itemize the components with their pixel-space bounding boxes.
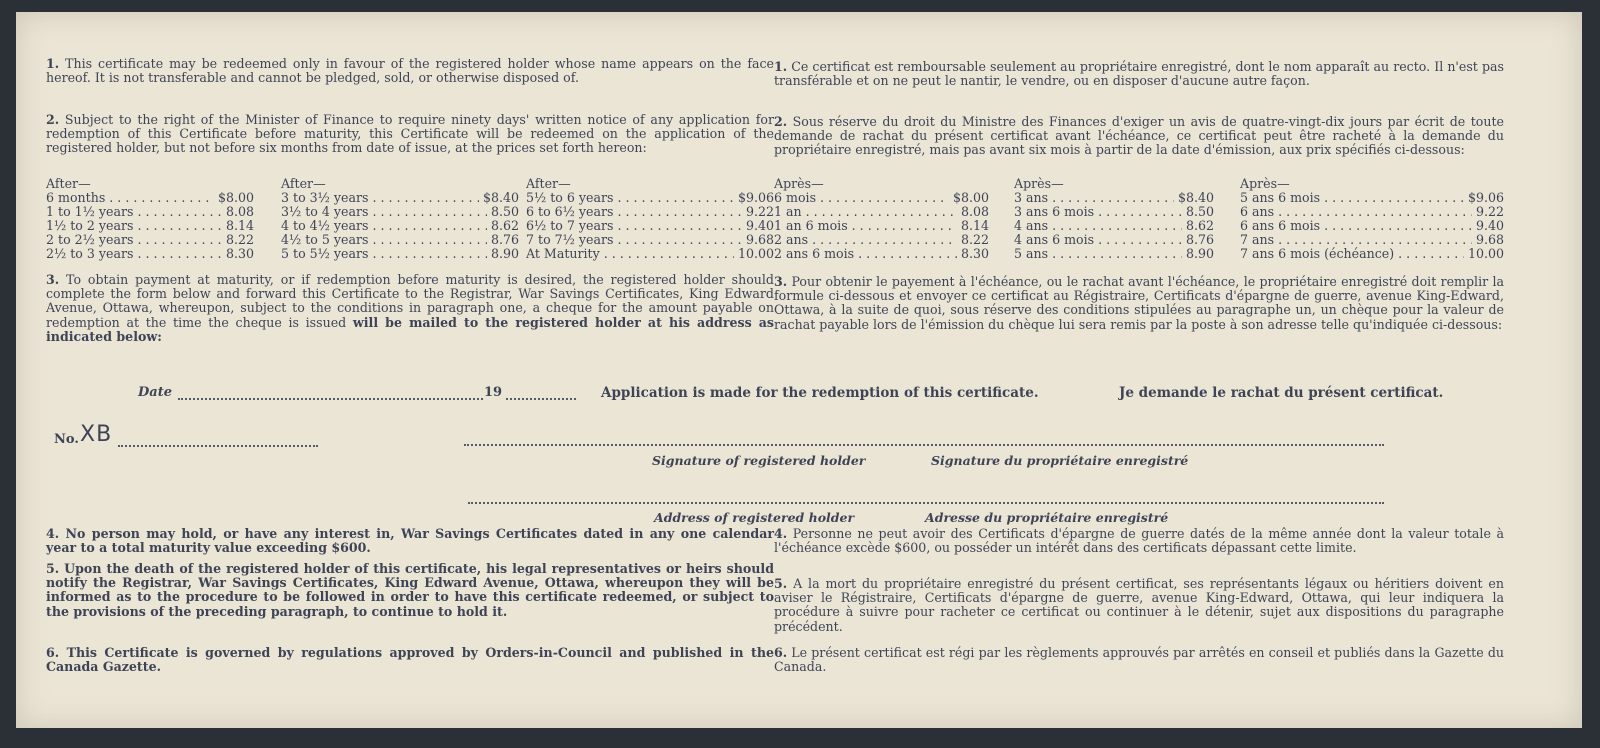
fr-paragraph-4: 4. Personne ne peut avoir des Certificats d'épargne de guerre datés de la même année dont la valeur totale à l'échéance excède $600, ou posséder un intérêt dans des certificats dépassant cette limite. — [774, 526, 1504, 556]
price-label: 5 ans 6 mois . . . — [1240, 191, 1464, 205]
fr-paragraph-4-text: Personne ne peut avoir des Certificats d'épargne de guerre datés de la même année dont la valeur totale à l'échéance excède $600, ou posséder un intérêt dans des certificats dépassant cette limite. — [774, 526, 1504, 556]
en-paragraph-6: 6. This Certificate is governed by regulations approved by Orders-in-Council and published in the Canada Gazette. — [46, 645, 774, 675]
fr-price-header: Après— — [1014, 176, 1064, 191]
year-prefix: 19 — [484, 385, 503, 400]
price-label: 4 to 4½ years . . . — [281, 219, 487, 233]
price-value: 8.62 — [490, 218, 519, 233]
price-label: 2 ans . . . — [774, 233, 957, 247]
price-value: 9.68 — [745, 232, 774, 247]
price-label: 2½ to 3 years . . . — [46, 247, 222, 261]
price-label: 7 ans . . . — [1240, 233, 1472, 247]
price-label: 1 to 1½ years . . . — [46, 205, 222, 219]
price-value: 8.50 — [1185, 204, 1214, 219]
number-label: No. — [54, 432, 79, 447]
price-value: $8.00 — [217, 190, 254, 205]
price-row — [774, 233, 989, 247]
price-label: 4½ to 5 years . . . — [281, 233, 487, 247]
fr-price-header: Après— — [1240, 176, 1290, 191]
application-en: Application is made for the redemption of this certificate. — [601, 385, 1039, 401]
number-field[interactable] — [118, 445, 318, 447]
en-paragraph-1-text: This certificate may be redeemed only in favour of the registered holder whose name appears on the face hereof. It is not transferable and cannot be pledged, sold, or otherwise disposed of. — [46, 56, 774, 86]
fr-paragraph-2-text: Sous réserve du droit du Ministre des Finances d'exiger un avis de quatre-vingt-dix jours par écrit de toute demande de rachat du présent certificat avant l'échéance, ce certificat peut être racheté à la demande du propriétaire enregistré, mais pas avant six mois à partir de la date d'émission, aux prix spécifiés ci-dessous: — [774, 114, 1504, 158]
price-row — [46, 191, 254, 205]
price-value: 8.90 — [1185, 246, 1214, 261]
price-label: 3 ans . . . — [1014, 191, 1174, 205]
price-row — [1014, 205, 1214, 219]
price-value: 8.76 — [1185, 232, 1214, 247]
price-row — [526, 205, 774, 219]
price-row — [774, 191, 989, 205]
en-paragraph-1: 1. This certificate may be redeemed only in favour of the registered holder whose name appears on the face hereof. It is not transferable and cannot be pledged, sold, or otherwise disposed of. — [46, 56, 774, 86]
en-price-col-1 — [46, 177, 254, 261]
en-price-table — [46, 177, 774, 261]
price-row — [281, 191, 519, 205]
en-paragraph-5-text: Upon the death of the registered holder of this certificate, his legal representatives or heirs should notify the Registrar, War Savings Certificates, King Edward Avenue, Ottawa, whereupon they will be informed as to the procedure to be followed in order to have this certificate redeemed, or subject to the provisions of the preceding paragraph, to continue to hold it. — [46, 561, 774, 619]
price-row — [1014, 219, 1214, 233]
price-label: 3 to 3½ years . . . — [281, 191, 479, 205]
price-value: 8.62 — [1185, 218, 1214, 233]
price-value: 8.14 — [225, 218, 254, 233]
price-value: $8.40 — [1177, 190, 1214, 205]
application-fr: Je demande le rachat du présent certificat. — [1119, 385, 1444, 401]
price-label: 6 ans . . . — [1240, 205, 1472, 219]
price-value: 8.22 — [960, 232, 989, 247]
signature-label-fr: Signature du propriétaire enregistré — [931, 453, 1189, 468]
en-paragraph-6-text: This Certificate is governed by regulations approved by Orders-in-Council and published in the Canada Gazette. — [46, 645, 774, 675]
fr-paragraph-2: 2. Sous réserve du droit du Ministre des Finances d'exiger un avis de quatre-vingt-dix jours par écrit de toute demande de rachat du présent certificat avant l'échéance, ce certificat peut être racheté à la demande du propriétaire enregistré, mais pas avant six mois à partir de la date d'émission, aux prix spécifiés ci-dessous: — [774, 114, 1504, 158]
price-label: 4 ans . . . — [1014, 219, 1182, 233]
price-row — [46, 233, 254, 247]
price-row — [774, 247, 989, 261]
fr-paragraph-1-text: Ce certificat est remboursable seulement au propriétaire enregistré, dont le nom apparaît au recto. Il n'est pas transférable et on ne peut le nantir, le vendre, ou en disposer d'aucune autre façon. — [774, 59, 1504, 89]
signature-label-en: Signature of registered holder — [652, 453, 866, 468]
price-value: 8.22 — [225, 232, 254, 247]
price-label: 5½ to 6 years . . . — [526, 191, 734, 205]
en-price-col-2 — [281, 177, 519, 261]
price-label: 1 an 6 mois . . . — [774, 219, 957, 233]
price-row — [1014, 191, 1214, 205]
year-field[interactable] — [506, 398, 576, 400]
price-label: At Maturity . . . — [526, 247, 734, 261]
price-value: 8.08 — [960, 204, 989, 219]
price-row — [1240, 219, 1504, 233]
price-label: 4 ans 6 mois . . . — [1014, 233, 1182, 247]
en-paragraph-5: 5. Upon the death of the registered holder of this certificate, his legal representatives or heirs should notify the Registrar, War Savings Certificates, King Edward Avenue, Ottawa, whereupon they will be informed as to the procedure to be followed in order to have this certificate redeemed, or subject to the provisions of the preceding paragraph, to continue to hold it. — [46, 561, 774, 619]
price-value: $8.00 — [952, 190, 989, 205]
price-value: 9.40 — [745, 218, 774, 233]
price-value: $9.06 — [1467, 190, 1504, 205]
price-label: 3½ to 4 years . . . — [281, 205, 487, 219]
price-label: 7 ans 6 mois (échéance) . . . — [1240, 247, 1464, 261]
fr-price-col-2 — [1014, 177, 1214, 261]
en-paragraph-3-text: To obtain payment at maturity, or if redemption before maturity is desired, the registered holder should complete the form below and forward this Certificate to the Registrar, War Savings Certificates, King Edward Avenue, Ottawa, whereupon, subject to the conditions in paragraph one, a cheque for the amount payable on redemption at the time the cheque is issued — [46, 272, 774, 330]
french-column — [774, 12, 1504, 728]
date-label: Date — [138, 385, 172, 400]
price-label: 6 mois . . . — [774, 191, 949, 205]
en-price-header: After— — [46, 176, 91, 191]
price-label: 2 ans 6 mois . . . — [774, 247, 957, 261]
address-label-fr: Adresse du propriétaire enregistré — [925, 510, 1169, 525]
en-price-header: After— — [281, 176, 326, 191]
redemption-form — [16, 374, 1582, 534]
english-column — [46, 12, 774, 728]
en-price-rows-3 — [526, 191, 774, 261]
price-value: $8.40 — [482, 190, 519, 205]
price-label: 1 an . . . — [774, 205, 957, 219]
price-row — [526, 191, 774, 205]
price-value: 9.40 — [1475, 218, 1504, 233]
price-row — [1240, 205, 1504, 219]
fr-paragraph-3-text: Pour obtenir le payement à l'échéance, ou le rachat avant l'échéance, le propriétaire enregistré doit remplir la formule ci-dessous et envoyer ce certificat au Régistraire, Certificats d'épargne de guerre, avenue King-Edward, Ottawa, à la suite de quoi, sous réserve des conditions stipulées au paragraphe un, un chèque pour la valeur de rachat payable lors de l'émission du chèque lui sera remis par la poste à son adresse telle qu'indiquée ci-dessous: — [774, 274, 1504, 332]
price-label: 7 to 7½ years . . . — [526, 233, 742, 247]
en-price-header: After— — [526, 176, 571, 191]
fr-paragraph-5: 5. A la mort du propriétaire enregistré du présent certificat, ses représentants légaux ou héritiers doivent en aviser le Régistraire, Certificats d'épargne de guerre, avenue King-Edward, Ottawa, qui leur indiquera la procédure à suivre pour racheter ce certificat ou continuer à le détenir, sujet aux dispositions du paragraphe précédent. — [774, 576, 1504, 634]
price-value: 8.76 — [490, 232, 519, 247]
fr-paragraph-1: 1. Ce certificat est remboursable seulement au propriétaire enregistré, dont le nom apparaît au recto. Il n'est pas transférable et on ne peut le nantir, le vendre, ou en disposer d'aucune autre façon. — [774, 59, 1504, 89]
en-price-col-3 — [526, 177, 774, 261]
price-label: 6 months . . . — [46, 191, 214, 205]
price-row — [46, 247, 254, 261]
price-label: 2 to 2½ years . . . — [46, 233, 222, 247]
fr-price-rows-1 — [774, 191, 989, 261]
en-paragraph-2: 2. Subject to the right of the Minister of Finance to require ninety days' written notice of any application for redemption of this Certificate before maturity, this Certificate will be redeemed on the application of the registered holder, but not before six months from date of issue, at the prices set forth hereon: — [46, 112, 774, 156]
en-paragraph-3: 3. To obtain payment at maturity, or if redemption before maturity is desired, the registered holder should complete the form below and forward this Certificate to the Registrar, War Savings Certificates, King Edward Avenue, Ottawa, whereupon, subject to the conditions in paragraph one, a cheque for the amount payable on redemption at the time the cheque is issued will be mailed to the registered holder at his address as indicated below: — [46, 272, 774, 344]
fr-paragraph-6: 6. Le présent certificat est régi par les règlements approuvés par arrêtés en conseil et publiés dans la Gazette du Canada. — [774, 645, 1504, 675]
number-prefix: XB — [80, 422, 113, 447]
en-paragraph-4: 4. No person may hold, or have any interest in, War Savings Certificates dated in any one calendar year to a total maturity value exceeding $600. — [46, 526, 774, 556]
price-row — [281, 219, 519, 233]
fr-paragraph-5-text: A la mort du propriétaire enregistré du présent certificat, ses représentants légaux ou héritiers doivent en aviser le Régistraire, Certificats d'épargne de guerre, avenue King-Edward, Ottawa, qui leur indiquera la procédure à suivre pour racheter ce certificat ou continuer à le détenir, sujet aux dispositions du paragraphe précédent. — [774, 576, 1504, 634]
fr-price-col-1 — [774, 177, 989, 261]
price-row — [526, 219, 774, 233]
price-value: $9.06 — [737, 190, 774, 205]
price-value: 10.00 — [737, 246, 774, 261]
price-value: 9.22 — [1475, 204, 1504, 219]
address-label-en: Address of registered holder — [654, 510, 855, 525]
price-row — [526, 233, 774, 247]
price-row — [281, 233, 519, 247]
en-price-rows-1 — [46, 191, 254, 261]
fr-price-rows-2 — [1014, 191, 1214, 261]
price-value: 8.14 — [960, 218, 989, 233]
price-row — [774, 219, 989, 233]
price-row — [526, 247, 774, 261]
price-value: 8.30 — [225, 246, 254, 261]
en-paragraph-3-bold: will be mailed to the registered holder at his address as indicated below: — [46, 314, 774, 344]
fr-price-col-3 — [1240, 177, 1504, 261]
en-price-rows-2 — [281, 191, 519, 261]
price-row — [1014, 233, 1214, 247]
price-value: 8.30 — [960, 246, 989, 261]
fr-paragraph-6-text: Le présent certificat est régi par les règlements approuvés par arrêtés en conseil et publiés dans la Gazette du Canada. — [774, 645, 1504, 675]
price-value: 10.00 — [1467, 246, 1504, 261]
en-paragraph-2-text: Subject to the right of the Minister of Finance to require ninety days' written notice of any application for redemption of this Certificate before maturity, this Certificate will be redeemed on the application of the registered holder, but not before six months from date of issue, at the prices set forth hereon: — [46, 112, 774, 156]
fr-price-rows-3 — [1240, 191, 1504, 261]
price-value: 9.68 — [1475, 232, 1504, 247]
fr-price-header: Après— — [774, 176, 824, 191]
price-row — [281, 247, 519, 261]
date-field[interactable] — [178, 398, 483, 400]
price-label: 6 ans 6 mois . . . — [1240, 219, 1472, 233]
price-value: 9.22 — [745, 204, 774, 219]
price-row — [1240, 247, 1504, 261]
fr-price-table — [774, 177, 1504, 261]
price-row — [46, 219, 254, 233]
certificate-back — [16, 12, 1582, 728]
price-label: 6½ to 7 years . . . — [526, 219, 742, 233]
price-row — [1014, 247, 1214, 261]
price-value: 8.50 — [490, 204, 519, 219]
price-row — [46, 205, 254, 219]
price-value: 8.90 — [490, 246, 519, 261]
price-label: 3 ans 6 mois . . . — [1014, 205, 1182, 219]
price-label: 1½ to 2 years . . . — [46, 219, 222, 233]
price-row — [774, 205, 989, 219]
signature-field[interactable] — [464, 444, 1384, 446]
en-paragraph-4-text: No person may hold, or have any interest in, War Savings Certificates dated in any one calendar year to a total maturity value exceeding $600. — [46, 526, 774, 556]
fr-paragraph-3: 3. Pour obtenir le payement à l'échéance, ou le rachat avant l'échéance, le propriétaire enregistré doit remplir la formule ci-dessous et envoyer ce certificat au Régistraire, Certificats d'épargne de guerre, avenue King-Edward, Ottawa, à la suite de quoi, sous réserve des conditions stipulées au paragraphe un, un chèque pour la valeur de rachat payable lors de l'émission du chèque lui sera remis par la poste à son adresse telle qu'indiquée ci-dessous: — [774, 274, 1504, 332]
price-row — [1240, 191, 1504, 205]
price-label: 5 to 5½ years . . . — [281, 247, 487, 261]
price-label: 5 ans . . . — [1014, 247, 1182, 261]
price-label: 6 to 6½ years . . . — [526, 205, 742, 219]
price-value: 8.08 — [225, 204, 254, 219]
price-row — [281, 205, 519, 219]
price-row — [1240, 233, 1504, 247]
address-field[interactable] — [468, 502, 1384, 504]
